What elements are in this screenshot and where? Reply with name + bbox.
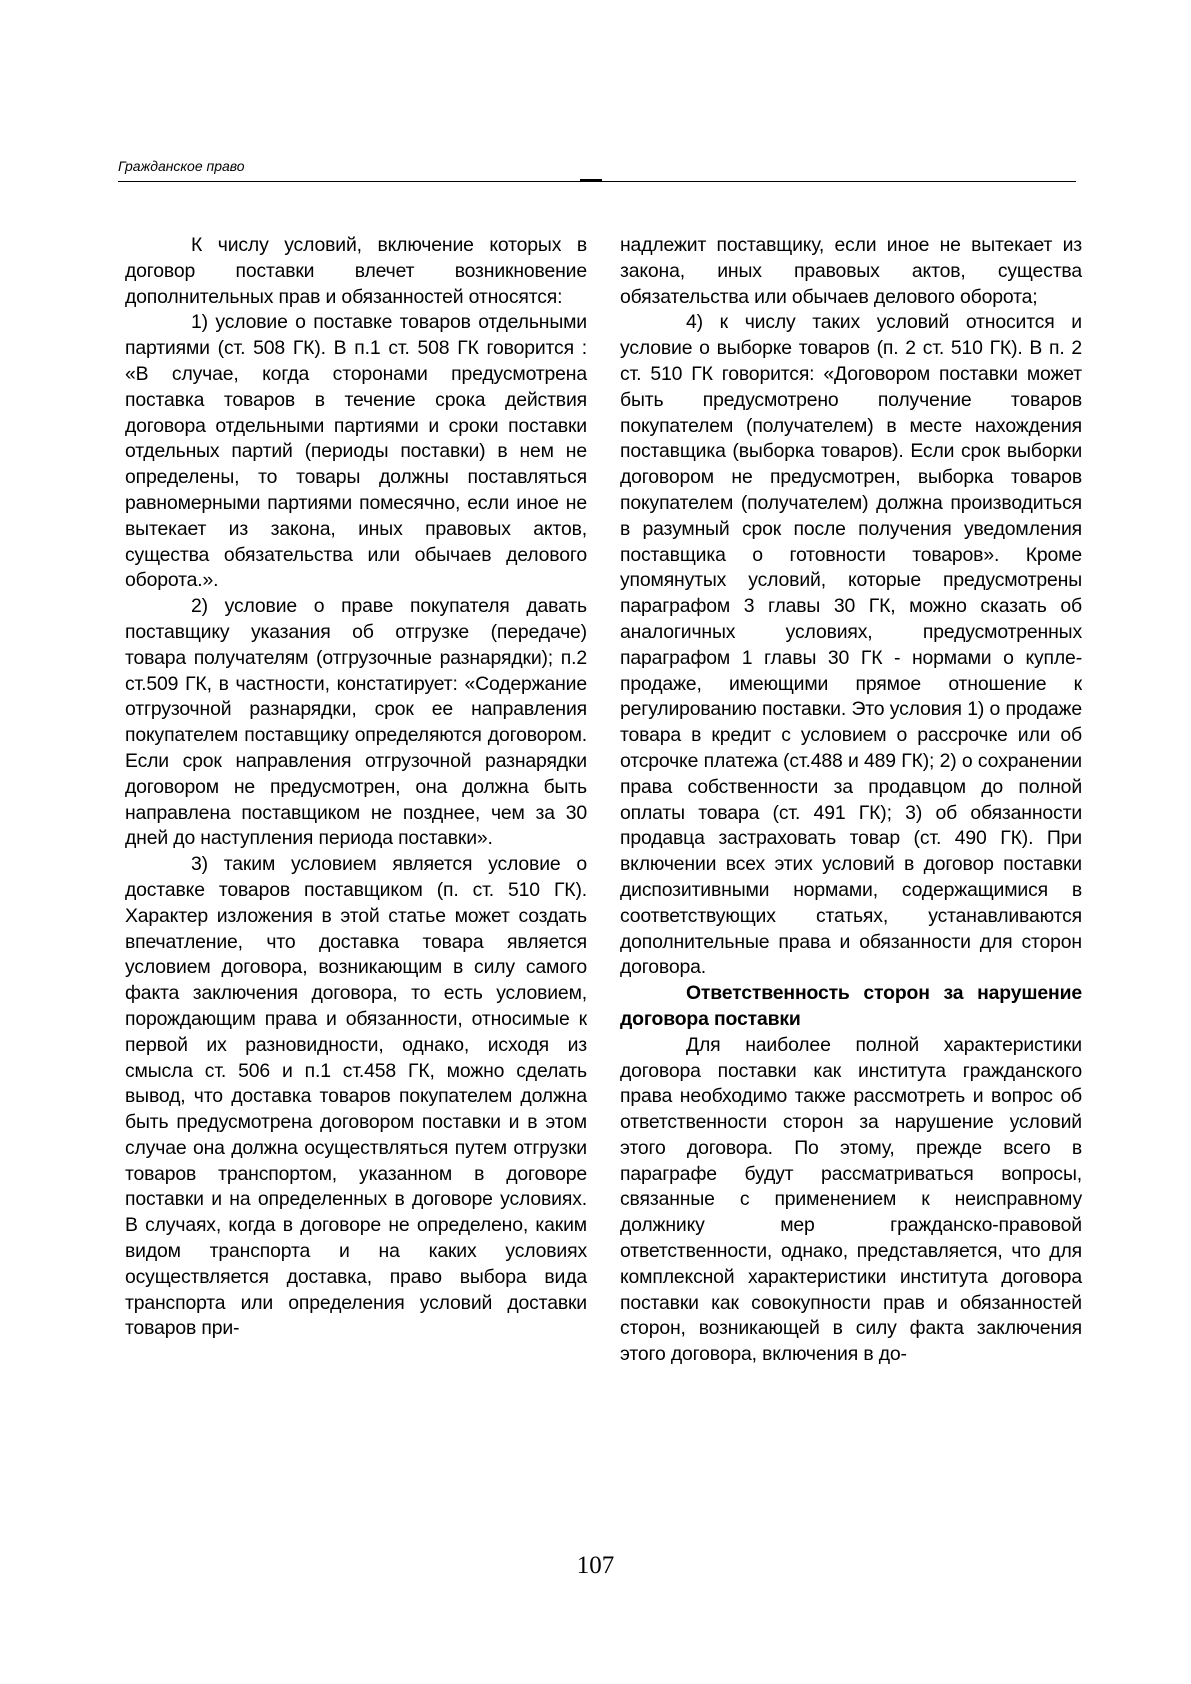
right-paragraph-liability: Для наиболее полной характеристики договора поставки как института гражданского права необходимо также рассмотреть и вопрос об ответственности сторон за нарушение условий этого договора. По этому, прежде всего в параграфе будут рассматриваться вопросы, связанные с применением к неисправному должнику мер гражданско-правовой ответственности, однако, представляется, что для комплексной характеристики института договора поставки как совокупности прав и обязанностей сторон, возникающей в силу факта заключения этого договора, включения в до- bbox=[620, 1033, 1082, 1366]
header-divider bbox=[118, 181, 1076, 182]
right-paragraph-condition-4: 4) к числу таких условий относится и условие о выборке товаров (п. 2 ст. 510 ГК). В п. 2 ст. 510 ГК говорится: «Договором поставки может быть предусмотрено получение товаров покупателем (получателем) в месте нахождения поставщика (выборка товаров). Если срок выборки договором не предусмотрен, выборка товаров покупателем (получателем) должна производиться в разумный срок после получения уведомления поставщика о готовности товаров». Кроме упомянутых условий, которые предусмотрены параграфом 3 главы 30 ГК, можно сказать об аналогичных условиях, предусмотренных параграфом 1 главы 30 ГК - нормами о купле-продаже, имеющими прямое отношение к регулированию поставки. Это условия 1) о продаже товара в кредит с условием о рассрочке или об отсрочке платежа (ст.488 и 489 ГК); 2) о сохранении права собственности за продавцом до полной оплаты товара (ст. 491 ГК); 3) об обязанности продавца застраховать товар (ст. 490 ГК). При включении всех этих условий в договор поставки диспозитивными нормами, содержащимися в соответствующих статьях, устанавливаются дополнительные права и обязанности для сторон договора. bbox=[620, 311, 1082, 979]
page-number: 107 bbox=[576, 1552, 615, 1579]
left-paragraph-condition-3: 3) таким условием является условие о доставке товаров поставщиком (п. ст. 510 ГК). Характер изложения в этой статье может создать впечатление, что доставка товара является условием договора, возникающим в силу самого факта заключения договора, то есть условием, порождающим права и обязанности, относимые к первой их разновидности, однако, исходя из смысла ст. 506 и п.1 ст.458 ГК, можно сделать вывод, что доставка товаров покупателем должна быть предусмотрена договором поставки и в этом случае она должна осуществляться путем отгрузки товаров транспортом, указанном в договоре поставки и на определенных в договоре условиях. В случаях, когда в договоре не определено, каким видом транспорта и на каких условиях осуществляется доставка, право выбора вида транспорта или определения условий доставки товаров при- bbox=[125, 853, 587, 1340]
left-paragraph-condition-1: 1) условие о поставке товаров отдельными партиями (ст. 508 ГК). В п.1 ст. 508 ГК говорится : «В случае, когда сторонами предусмотрена поставка товаров в течение срока действия договора отдельными партиями и сроки поставки отдельных партий (периоды поставки) в нем не определены, то товары должны поставляться равномерными партиями помесячно, если иное не вытекает из закона, иных правовых актов, существа обязательства или обычаев делового оборота.». bbox=[125, 311, 587, 592]
left-column bbox=[125, 233, 587, 1342]
right-column bbox=[620, 233, 1082, 1368]
section-heading: Ответственность сторон за нарушение договора поставки bbox=[620, 982, 1082, 1030]
right-paragraph-continuation: надлежит поставщику, если иное не вытекает из закона, иных правовых актов, существа обязательства или обычаев делового оборота; bbox=[620, 234, 1082, 308]
header-divider-accent bbox=[580, 179, 602, 181]
left-paragraph-condition-2: 2) условие о праве покупателя давать поставщику указания об отгрузке (передаче) товара получателям (отгрузочные разнарядки); п.2 ст.509 ГК, в частности, констатирует: «Содержание отгрузочной разнарядки, срок ее направления покупателем поставщику определяются договором. Если срок направления отгрузочной разнарядки договором не предусмотрен, она должна быть направлена поставщиком не позднее, чем за 30 дней до наступления периода поставки». bbox=[125, 595, 587, 850]
left-paragraph-intro: К числу условий, включение которых в договор поставки влечет возникновение дополнительных прав и обязанностей относятся: bbox=[125, 234, 587, 308]
running-head-title: Гражданское право bbox=[118, 158, 245, 174]
